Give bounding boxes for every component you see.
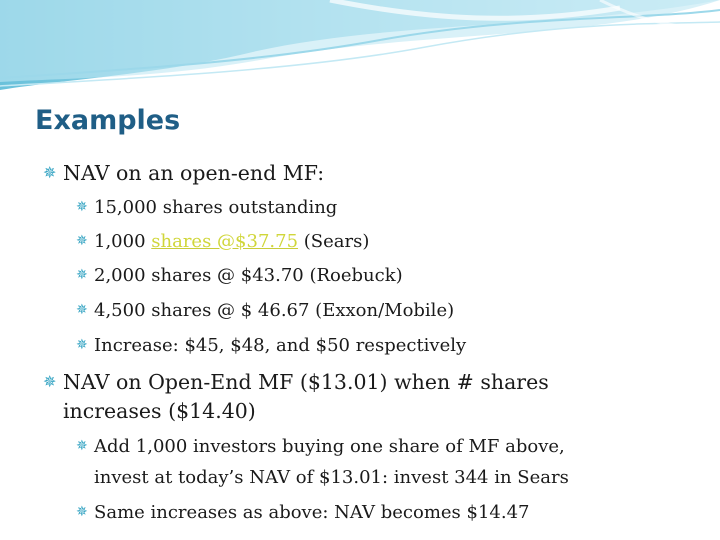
bullet-icon: ✵ xyxy=(76,233,88,249)
list-item-text: 15,000 shares outstanding xyxy=(94,197,338,218)
list-item-continuation: increases ($14.40) xyxy=(63,399,256,423)
bullet-icon: ✵ xyxy=(76,199,88,215)
bullet-icon: ✵ xyxy=(43,372,57,391)
list-item-text-post: (Sears) xyxy=(298,231,370,252)
shares-price-link[interactable]: shares @$37.75 xyxy=(151,231,299,252)
list-item xyxy=(43,370,549,394)
list-item-text: Add 1,000 investors buying one share of MF above, xyxy=(94,436,565,457)
list-item-text: 2,000 shares @ $43.70 (Roebuck) xyxy=(94,265,403,286)
list-item xyxy=(76,335,466,356)
list-item-text: Same increases as above: NAV becomes $14.47 xyxy=(94,502,530,523)
list-item xyxy=(43,161,324,185)
bullet-icon: ✵ xyxy=(76,267,88,283)
list-item xyxy=(76,300,454,321)
list-item-text-pre: 1,000 xyxy=(94,231,152,252)
bullet-icon: ✵ xyxy=(76,438,88,454)
list-item-text: NAV on an open-end MF: xyxy=(63,161,325,185)
header-wave-banner xyxy=(0,0,720,100)
bullet-icon: ✵ xyxy=(76,302,88,318)
list-item xyxy=(76,231,369,252)
bullet-icon: ✵ xyxy=(76,337,88,353)
bullet-icon: ✵ xyxy=(43,163,57,182)
slide-title: Examples xyxy=(35,105,181,136)
list-item xyxy=(76,197,337,218)
list-item xyxy=(76,436,565,457)
list-item-text: Increase: $45, $48, and $50 respectively xyxy=(94,335,467,356)
list-item-text: 4,500 shares @ $ 46.67 (Exxon/Mobile) xyxy=(94,300,455,321)
list-item xyxy=(76,502,530,523)
list-item-text: NAV on Open-End MF ($13.01) when # shares xyxy=(63,370,549,394)
list-item xyxy=(76,265,403,286)
bullet-icon: ✵ xyxy=(76,504,88,520)
list-item-continuation: invest at today’s NAV of $13.01: invest 344 in Sears xyxy=(94,467,569,488)
